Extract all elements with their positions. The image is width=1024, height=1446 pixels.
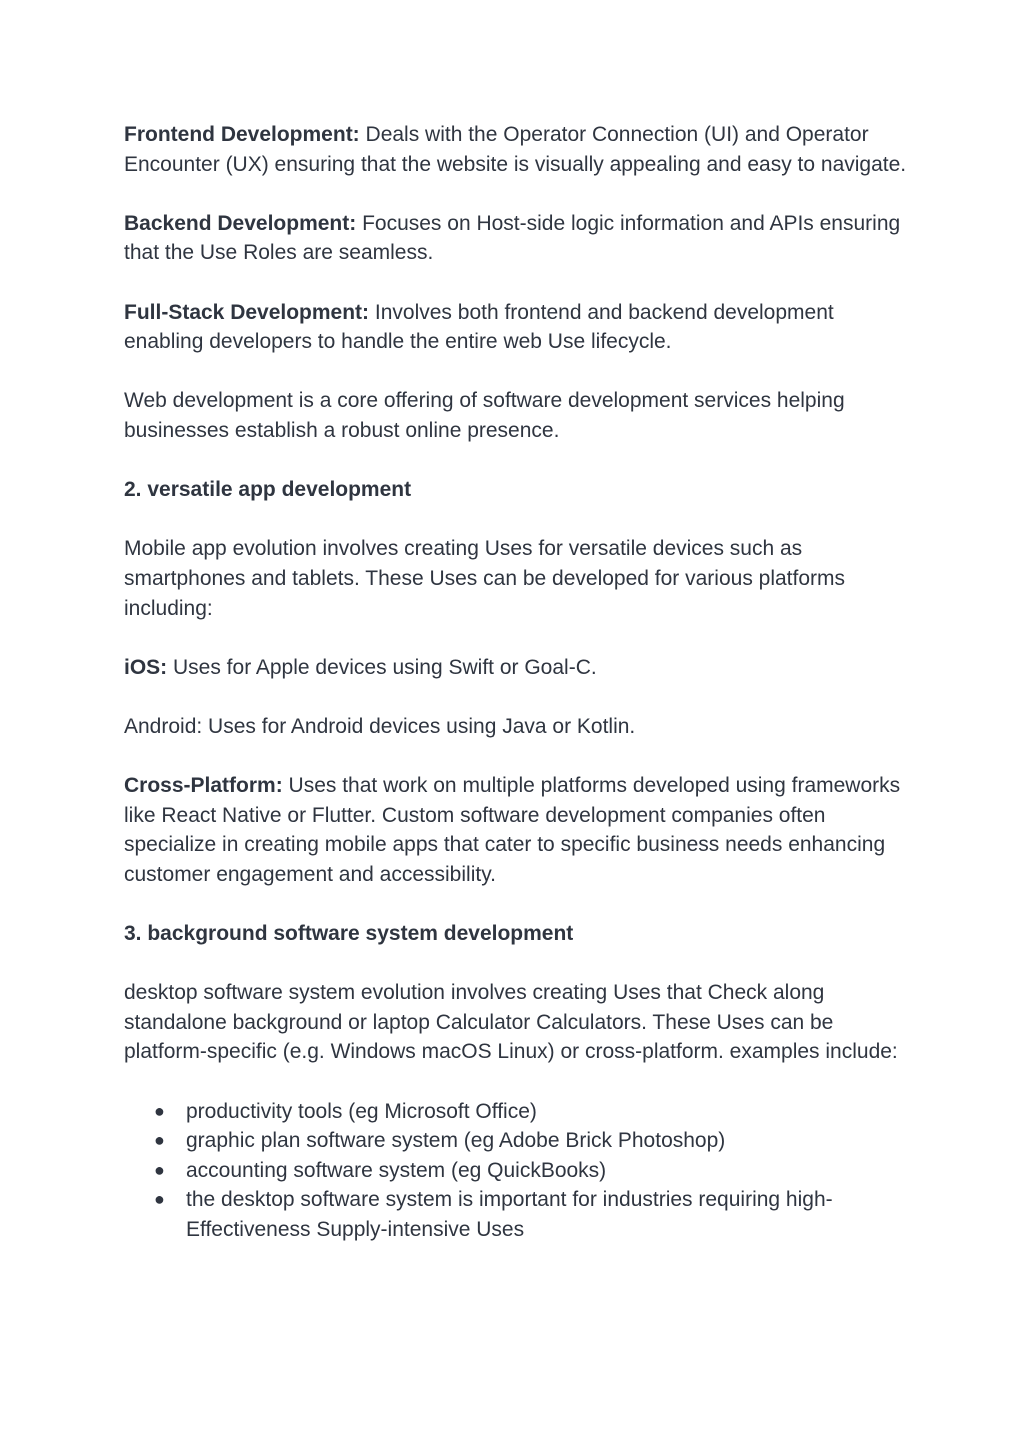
- cross-platform-paragraph: [124, 771, 914, 889]
- list-item-text: accounting software system (eg QuickBooks): [186, 1158, 607, 1182]
- fullstack-text: Involves both frontend and backend development enabling developers to handle the entire web Use lifecycle.: [124, 300, 834, 354]
- examples-list: [124, 1097, 914, 1245]
- bullet-icon: ●: [154, 1100, 165, 1121]
- frontend-label: Frontend Development:: [124, 123, 360, 146]
- frontend-text: Deals with the Operator Connection (UI) and Operator Encounter (UX) ensuring that the website is visually appealing and easy to navigate.: [124, 123, 907, 176]
- cross-platform-label: Cross-Platform:: [124, 774, 283, 798]
- backend-label: Backend Development:: [124, 211, 357, 235]
- list-item-text: the desktop software system is important for industries requiring high-Effectiveness Supply-intensive Uses: [186, 1188, 833, 1241]
- ios-paragraph: [124, 653, 914, 683]
- list-item: [124, 1156, 914, 1186]
- list-item: [124, 1185, 914, 1244]
- bullet-icon: ●: [154, 1130, 165, 1151]
- section-heading-desktop: 3. background software system development: [124, 922, 574, 946]
- frontend-paragraph: [124, 120, 914, 179]
- list-item-text: productivity tools (eg Microsoft Office): [186, 1099, 537, 1123]
- fullstack-label: Full-Stack Development:: [124, 300, 370, 324]
- web-summary-paragraph: Web development is a core offering of software development services helping businesses establish a robust online presence.: [124, 389, 845, 442]
- ios-label: iOS:: [124, 655, 168, 679]
- cross-platform-text: Uses that work on multiple platforms developed using frameworks like React Native or Flutter. Custom software development companies often specialize in creating mobile apps that cater to specific business needs enhancing customer engagement and accessibility.: [124, 774, 901, 886]
- list-item-text: graphic plan software system (eg Adobe Brick Photoshop): [186, 1129, 726, 1153]
- bullet-icon: ●: [154, 1189, 165, 1210]
- backend-text: Focuses on Host-side logic information and APIs ensuring that the Use Roles are seamless.: [124, 211, 901, 265]
- document-page: [124, 120, 914, 1245]
- android-paragraph: Android: Uses for Android devices using Java or Kotlin.: [124, 714, 636, 738]
- desktop-intro-paragraph: desktop software system evolution involves creating Uses that Check along standalone background or laptop Calculator Calculators. These Uses can be platform-specific (e.g. Windows macOS Linux) or cross-platform. examples include:: [124, 981, 898, 1064]
- mobile-intro-paragraph: Mobile app evolution involves creating Uses for versatile devices such as smartphones and tablets. These Uses can be developed for various platforms including:: [124, 537, 846, 620]
- list-item: [124, 1097, 914, 1127]
- section-heading-mobile: 2. versatile app development: [124, 478, 412, 502]
- fullstack-paragraph: [124, 298, 914, 357]
- backend-paragraph: [124, 209, 914, 268]
- bullet-icon: ●: [154, 1159, 165, 1180]
- list-item: [124, 1126, 914, 1156]
- ios-text: Uses for Apple devices using Swift or Goal-C.: [167, 655, 597, 679]
